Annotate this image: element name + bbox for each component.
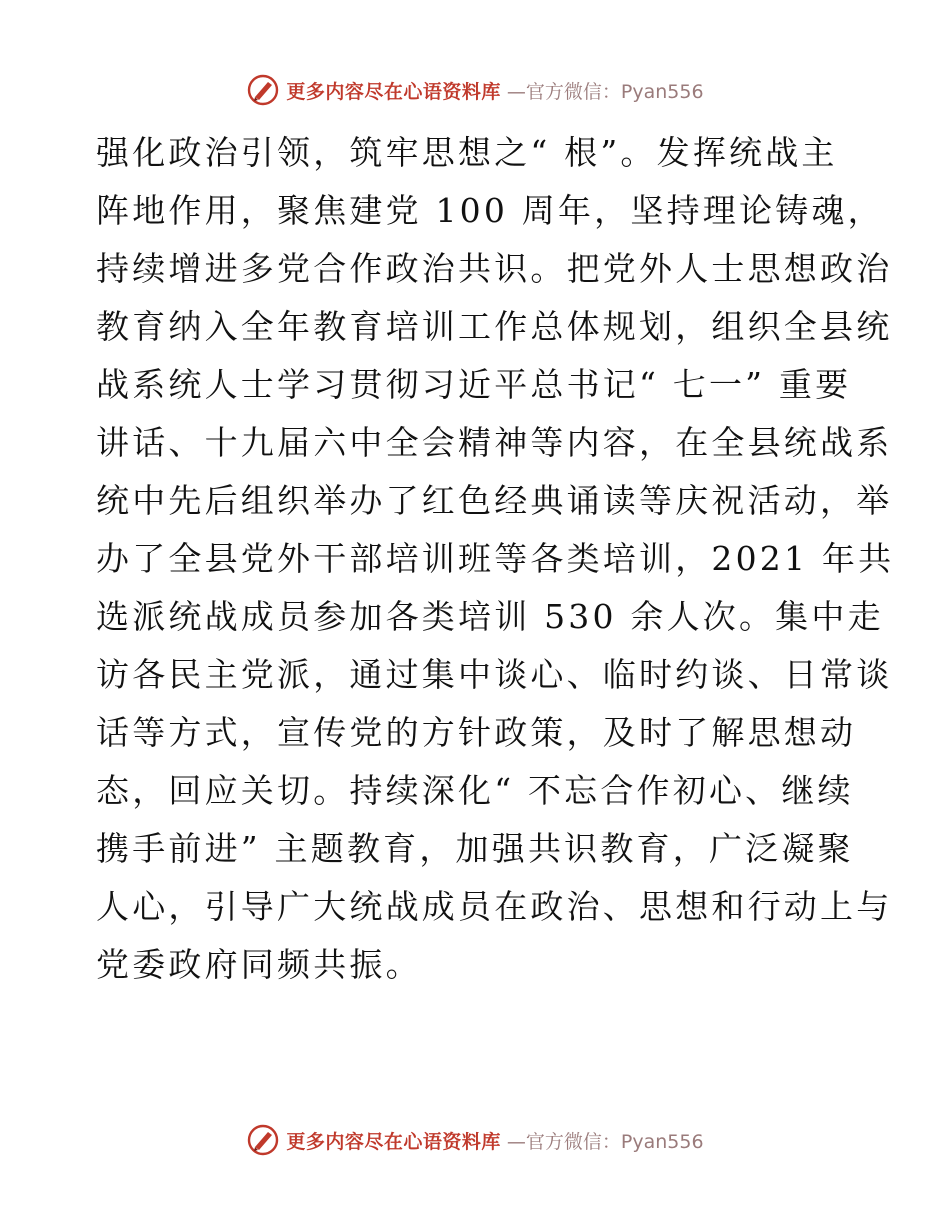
pen-logo-icon bbox=[246, 1123, 280, 1157]
paragraph-line: 携手前进” 主题教育，加强共识教育，广泛凝聚 bbox=[96, 829, 854, 868]
paragraph-line: 强化政治引领，筑牢思想之“ 根”。发挥统战主 bbox=[96, 133, 838, 172]
paragraph-line: 话等方式，宣传党的方针政策，及时了解思想动 bbox=[96, 713, 857, 752]
paragraph-line: 党委政府同频共振。 bbox=[96, 945, 422, 984]
paragraph-line: 选派统战成员参加各类培训 530 余人次。集中走 bbox=[96, 597, 884, 636]
watermark-site-text: 更多内容尽在心语资料库 bbox=[286, 80, 501, 103]
paragraph-line: 办了全县党外干部培训班等各类培训，2021 年共 bbox=[96, 539, 895, 578]
header-watermark bbox=[0, 70, 950, 110]
paragraph-line: 战系统人士学习贯彻习近平总书记“ 七一” 重要 bbox=[96, 365, 852, 404]
pen-logo-icon bbox=[246, 73, 280, 107]
document-body bbox=[96, 124, 895, 994]
paragraph-line: 阵地作用，聚焦建党 100 周年，坚持理论铸魂， bbox=[96, 191, 884, 230]
watermark-contact-text: —官方微信：Pyan556 bbox=[506, 1130, 704, 1153]
paragraph-line: 教育纳入全年教育培训工作总体规划，组织全县统 bbox=[96, 307, 893, 346]
paragraph-line: 访各民主党派，通过集中谈心、临时约谈、日常谈 bbox=[96, 655, 893, 694]
paragraph-line: 人心，引导广大统战成员在政治、思想和行动上与 bbox=[96, 887, 893, 926]
paragraph-line: 讲话、十九届六中全会精神等内容，在全县统战系 bbox=[96, 423, 893, 462]
watermark-site-text: 更多内容尽在心语资料库 bbox=[286, 1130, 501, 1153]
paragraph-line: 态，回应关切。持续深化“ 不忘合作初心、继续 bbox=[96, 771, 854, 810]
paragraph-line: 统中先后组织举办了红色经典诵读等庆祝活动，举 bbox=[96, 481, 893, 520]
watermark-contact-text: —官方微信：Pyan556 bbox=[506, 80, 704, 103]
paragraph-line: 持续增进多党合作政治共识。把党外人士思想政治 bbox=[96, 249, 893, 288]
footer-watermark bbox=[0, 1120, 950, 1160]
